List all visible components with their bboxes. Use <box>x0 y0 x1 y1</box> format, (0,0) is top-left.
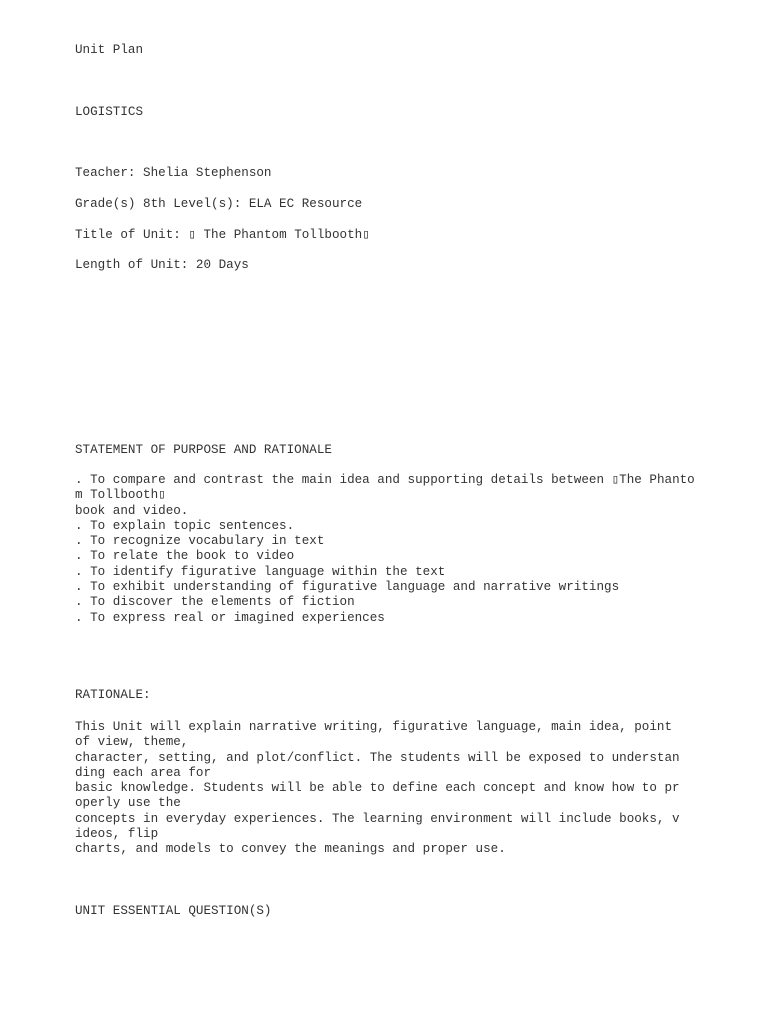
rationale-line: This Unit will explain narrative writing, figurative language, main idea, point <box>75 720 673 734</box>
purpose-list <box>75 473 695 626</box>
teacher-line: Teacher: Shelia Stephenson <box>75 166 272 180</box>
purpose-line: . To explain topic sentences. <box>75 518 295 533</box>
rationale-line: ideos, flip <box>75 827 159 842</box>
document-title: Unit Plan <box>75 43 144 57</box>
purpose-line: . To compare and contrast the main idea and supporting details between ▯The Phanto <box>75 473 695 487</box>
essential-questions-heading: UNIT ESSENTIAL QUESTION(S) <box>75 904 272 918</box>
purpose-line: . To relate the book to video <box>75 549 295 564</box>
rationale-line: character, setting, and plot/conflict. The students will be exposed to understan <box>75 750 680 765</box>
rationale-line: basic knowledge. Students will be able to define each concept and know how to pr <box>75 781 680 796</box>
rationale-line: ding each area for <box>75 765 212 780</box>
purpose-line: book and video. <box>75 503 189 518</box>
unit-title-line: Title of Unit: ▯ The Phantom Tollbooth▯ <box>75 228 370 242</box>
purpose-line: . To discover the elements of fiction <box>75 595 355 610</box>
length-line: Length of Unit: 20 Days <box>75 258 249 272</box>
rationale-line: operly use the <box>75 796 181 811</box>
purpose-line: . To express real or imagined experiences <box>75 610 385 625</box>
purpose-line: . To recognize vocabulary in text <box>75 534 325 549</box>
rationale-heading: RATIONALE: <box>75 688 151 702</box>
rationale-line: of view, theme, <box>75 735 189 750</box>
logistics-heading: LOGISTICS <box>75 105 144 119</box>
purpose-heading: STATEMENT OF PURPOSE AND RATIONALE <box>75 443 332 457</box>
rationale-paragraph <box>75 720 680 858</box>
rationale-line: charts, and models to convey the meanings and proper use. <box>75 842 506 857</box>
grade-line: Grade(s) 8th Level(s): ELA EC Resource <box>75 197 363 211</box>
purpose-line: . To identify figurative language within the text <box>75 564 446 579</box>
rationale-line: concepts in everyday experiences. The learning environment will include books, v <box>75 811 680 826</box>
purpose-line: . To exhibit understanding of figurative language and narrative writings <box>75 580 620 595</box>
purpose-line: m Tollbooth▯ <box>75 488 166 503</box>
